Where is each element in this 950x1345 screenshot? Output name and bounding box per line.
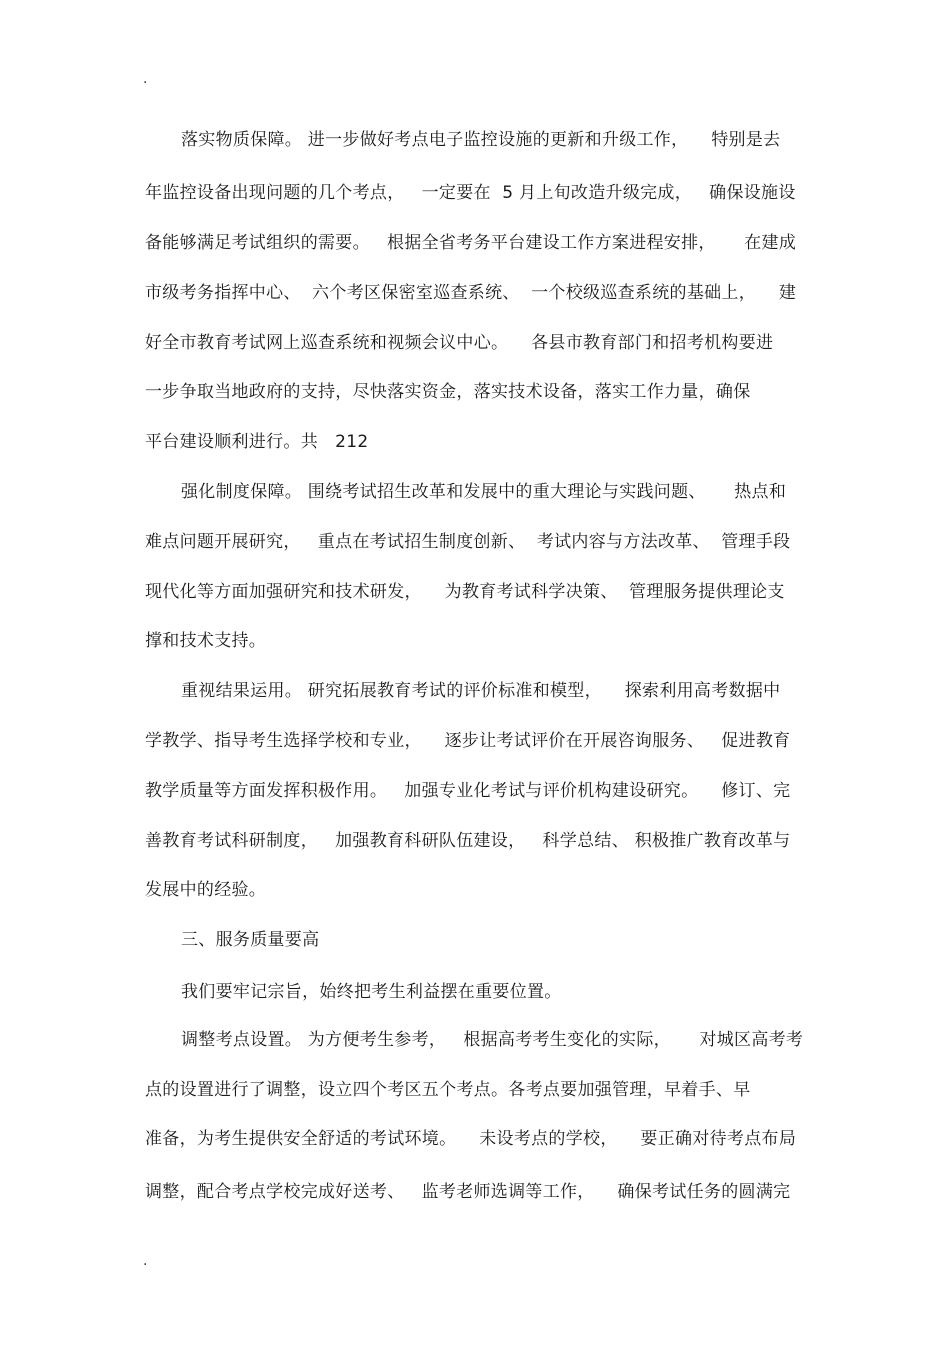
- text-line: 点的设置进行了调整，设立四个考区五个考点。各考点要加强管理，早着手、早: [145, 1080, 751, 1100]
- page-mark-top: .: [143, 71, 148, 87]
- text-line: 好全市教育考试网上巡查系统和视频会议中心。 各县市教育部门和招考机构要进: [145, 333, 774, 353]
- text-line: 重视结果运用。 研究拓展教育考试的评价标准和模型， 探索利用高考数据中: [181, 681, 781, 701]
- text-line: 发展中的经验。: [145, 880, 267, 900]
- text-line: 现代化等方面加强研究和技术研发， 为教育考试科学决策、 管理服务提供理论支: [145, 582, 785, 602]
- text-line: 强化制度保障。 围绕考试招生改革和发展中的重大理论与实践问题、 热点和: [181, 482, 787, 502]
- section-heading: 三、服务质量要高: [181, 930, 320, 950]
- text-line: 善教育考试科研制度， 加强教育科研队伍建设， 科学总结、 积极推广教育改革与: [145, 831, 791, 851]
- text-line: 撑和技术支持。: [145, 631, 267, 651]
- text-line: 难点问题开展研究， 重点在考试招生制度创新、 考试内容与方法改革、 管理手段: [145, 532, 791, 552]
- text-line: 年监控设备出现问题的几个考点， 一定要在 5 月上旬改造升级完成， 确保设施设: [145, 183, 796, 203]
- text-line: 一步争取当地政府的支持，尽快落实资金，落实技术设备，落实工作力量，确保: [145, 382, 751, 402]
- text-line: 备能够满足考试组织的需要。 根据全省考务平台建设工作方案进程安排， 在建成: [145, 233, 797, 253]
- text-line: 教学质量等方面发挥积极作用。 加强专业化考试与评价机构建设研究。 修订、完: [145, 781, 791, 801]
- text-line: 调整考点设置。 为方便考生参考， 根据高考考生变化的实际， 对城区高考考: [181, 1030, 804, 1050]
- text-line: 准备，为考生提供安全舒适的考试环境。 未设考点的学校， 要正确对待考点布局: [145, 1129, 797, 1149]
- page-mark-bottom: .: [143, 1253, 148, 1269]
- text-line: 平台建设顺利进行。共 212: [145, 432, 369, 452]
- text-line: 调整，配合考点学校完成好送考、 监考老师选调等工作， 确保考试任务的圆满完: [145, 1182, 791, 1202]
- text-line: 学教学、指导考生选择学校和专业， 逐步让考试评价在开展咨询服务、 促进教育: [145, 731, 791, 751]
- text-line: 我们要牢记宗旨，始终把考生利益摆在重要位置。: [181, 982, 562, 1002]
- text-line: 落实物质保障。 进一步做好考点电子监控设施的更新和升级工作， 特别是去: [181, 130, 781, 150]
- text-line: 市级考务指挥中心、 六个考区保密室巡查系统、 一个校级巡查系统的基础上， 建: [145, 283, 797, 303]
